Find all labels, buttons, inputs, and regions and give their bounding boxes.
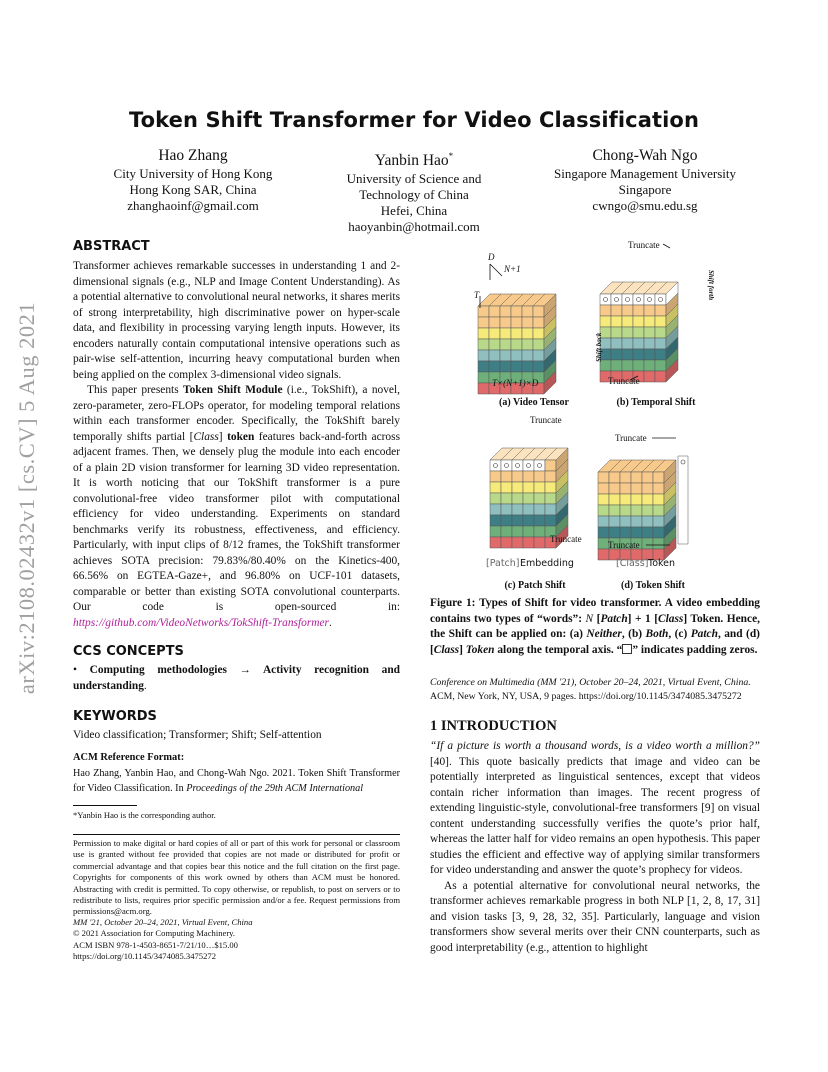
tensor-front-cell (478, 350, 489, 361)
tensor-front-cell (489, 306, 500, 317)
padding-zero-icon (494, 464, 498, 468)
tensor-front-cell (478, 328, 489, 339)
tensor-front-cell (478, 317, 489, 328)
tensor-front-cell (501, 482, 512, 493)
tensor-front-cell (500, 339, 511, 350)
tensor-front-cell (655, 316, 666, 327)
tensor-front-cell (620, 516, 631, 527)
tensor-front-cell (598, 527, 609, 538)
tensor-front-cell (609, 472, 620, 483)
fig-truncate-b-bottom: Truncate (608, 376, 640, 386)
author-affiliation: Singapore Management University (554, 166, 736, 181)
tensor-front-cell (655, 338, 666, 349)
figure-caption: Figure 1: Types of Shift for video transformer. A video embedding contains two types of “words”: N [Patch] + 1 [Class] Token. Hence, the Shift can be applied on: (a) Neither, (b) Both, (c) Patch, and (d) [Class] Token along the temporal axis. “ ” indicates padding zeros. (430, 597, 760, 656)
author-affiliation: City University of Hong Kong (113, 166, 273, 181)
tensor-front-cell (523, 471, 534, 482)
tensor-front-cell (653, 527, 664, 538)
figure-1 (430, 236, 760, 596)
intro-paragraph-2: As a potential alternative for convolutional neural networks, the transformer achieves remarkable progress in both NLP [1, 2, 8, 17, 31] and vision tasks [3, 9, 28, 32, 35]. Particularly, language and vision transformers show several merits over their CNN counterparts, such as good interpretability (e.g., attention to highlight (430, 879, 760, 954)
tensor-front-cell (523, 537, 534, 548)
tensor-front-cell (600, 316, 611, 327)
author-2 (314, 146, 514, 235)
intro-heading: 1 INTRODUCTION (430, 718, 557, 734)
author-email: haoyanbin@hotmail.com (348, 219, 480, 235)
tensor-front-cell (545, 515, 556, 526)
tensor-front-cell (609, 494, 620, 505)
author-affiliation: Technology of China (359, 187, 469, 203)
tensor-front-cell (644, 305, 655, 316)
tensor-front-cell (642, 527, 653, 538)
tensor-front-cell (611, 305, 622, 316)
fig-legend-embedding: Embedding (520, 558, 574, 569)
tensor-front-cell (523, 504, 534, 515)
subfig-a-label: (a) Video Tensor (498, 397, 569, 408)
tensor-front-cell (500, 306, 511, 317)
ccs-text: • Computing methodologies → Activity recognition and understanding. (73, 664, 400, 692)
tensor-front-cell (642, 494, 653, 505)
tensor-front-cell (545, 471, 556, 482)
fig-label-dims: T×(N+1)×D (492, 378, 539, 388)
tensor-front-cell (598, 516, 609, 527)
tensor-front-cell (644, 349, 655, 360)
tensor-front-cell (512, 493, 523, 504)
fig-label-t: T (474, 290, 480, 300)
tensor-front-cell (533, 328, 544, 339)
tensor-front-cell (598, 549, 609, 560)
tensor-front-cell (511, 328, 522, 339)
acm-ref-heading: ACM Reference Format: (73, 752, 185, 763)
tensor-front-cell (511, 306, 522, 317)
tensor-front-cell (609, 516, 620, 527)
tensor-front-cell (600, 305, 611, 316)
tensor-front-cell (622, 305, 633, 316)
tensor-front-cell (501, 526, 512, 537)
abstract-body (73, 259, 400, 631)
tensor-front-cell (653, 516, 664, 527)
padding-zero-icon (622, 644, 632, 654)
tensor-front-cell (653, 472, 664, 483)
tensor-front-cell (490, 515, 501, 526)
tensor-front-cell (500, 350, 511, 361)
tensor-front-cell (644, 338, 655, 349)
tensor-front-cell (631, 516, 642, 527)
tensor-front-cell (522, 317, 533, 328)
tensor-front-cell (631, 472, 642, 483)
author-affiliation: Singapore (618, 182, 672, 197)
fig-truncate-d-bottom: Truncate (608, 540, 640, 550)
tensor-front-cell (642, 516, 653, 527)
fig-truncate-c-right: Truncate (550, 534, 582, 544)
tensor-front-cell (501, 537, 512, 548)
tensor-front-cell (522, 306, 533, 317)
tensor-front-cell (622, 316, 633, 327)
tensor-front-cell (534, 504, 545, 515)
tensor-front-cell (620, 505, 631, 516)
tensor-front-cell (534, 515, 545, 526)
tensor-front-cell (533, 306, 544, 317)
abstract-paragraph-2: This paper presents Token Shift Module (i.e., TokShift), a novel, zero-parameter, zero-FLOPs operator, for modeling temporal relations within each transformer encoder. Specifically, the TokShift barely temporally shifts partial [Class] token features back-and-forth across adjacent frames. Then, we densely plug the module into each encoder of a plain 2D vision transformer for learning 3D video representation. It is worth noticing that our TokShift transformer is a pure convolutional-free video transformer pilot with computational efficiency for video understanding. Experiments on standard benchmarks verify its robustness, effectiveness, and efficiency. Particularly, with input clips of 8/12 frames, the TokShift transformer achieves SOTA precision: 79.83%/80.40% on the Kinetics-400, 66.56% on EGTEA-Gaze+, and 96.80% on UCF-101 datasets, comparable or better than existing SOTA convolutional counterparts. Our code is open-sourced in: https://github.com/VideoNetworks/TokShift-Transformer. (73, 384, 400, 629)
tensor-front-cell (489, 361, 500, 372)
tensor-front-cell (500, 361, 511, 372)
tensor-front-cell (512, 515, 523, 526)
tensor-front-cell (523, 515, 534, 526)
tensor-front-cell (653, 483, 664, 494)
tensor-front-cell (653, 538, 664, 549)
tensor-front-cell (598, 505, 609, 516)
tensor-front-cell (522, 350, 533, 361)
tensor-front-cell (655, 371, 666, 382)
tensor-front-cell (622, 327, 633, 338)
tensor-front-cell (511, 350, 522, 361)
tensor-front-cell (611, 316, 622, 327)
tensor-front-cell (489, 339, 500, 350)
padding-zero-icon (538, 464, 542, 468)
tensor-front-cell (512, 504, 523, 515)
padding-zero-icon (615, 298, 619, 302)
author-email: zhanghaoinf@gmail.com (127, 198, 259, 213)
tensor-front-cell (620, 472, 631, 483)
tensor-front-cell (511, 361, 522, 372)
tensor-front-cell (642, 483, 653, 494)
tensor-front-cell (501, 493, 512, 504)
tensor-front-cell (598, 494, 609, 505)
tensor-front-cell (501, 504, 512, 515)
tensor-front-cell (598, 483, 609, 494)
ccs-heading: CCS CONCEPTS (73, 644, 184, 659)
tensor-front-cell (644, 316, 655, 327)
tensor-front-cell (620, 494, 631, 505)
intro-body (430, 739, 760, 956)
subfig-b-label: (b) Temporal Shift (616, 397, 696, 408)
tensor-front-cell (522, 328, 533, 339)
tensor-front-cell (631, 483, 642, 494)
author-affiliation: Hefei, China (380, 203, 448, 219)
tensor-front-cell (522, 339, 533, 350)
tensor-front-cell (545, 493, 556, 504)
tensor-front-cell (633, 349, 644, 360)
tensor-front-cell (501, 515, 512, 526)
tensor-front-cell (655, 349, 666, 360)
tensor-front-cell (534, 471, 545, 482)
paper-title: Token Shift Transformer for Video Classification (128, 108, 699, 132)
padding-zero-icon (659, 298, 663, 302)
author-3 (530, 146, 760, 214)
author-affiliation: University of Science and (346, 171, 482, 187)
tensor-front-cell (642, 472, 653, 483)
tensor-front-cell (490, 526, 501, 537)
fig-label-n1: N+1 (504, 264, 521, 274)
tensor-front-cell (631, 494, 642, 505)
tensor-front-cell (622, 338, 633, 349)
tensor-front-cell (545, 460, 556, 471)
tensor-front-cell (655, 327, 666, 338)
tensor-front-cell (633, 327, 644, 338)
tensor-front-cell (633, 360, 644, 371)
fig-shift-back: Shift back (595, 332, 603, 362)
subfig-d-label: (d) Token Shift (621, 580, 685, 591)
fig-shift-forth: Shift forth (707, 270, 715, 301)
permission-details: MM '21, October 20–24, 2021, Virtual Event, China © 2021 Association for Computing Machinery. ACM ISBN 978-1-4503-8651-7/21/10…$15.00 https://doi.org/10.1145/3474085.3475272 (73, 917, 253, 962)
tensor-front-cell (633, 316, 644, 327)
conference-info: Conference on Multimedia (MM '21), October 20–24, 2021, Virtual Event, China. ACM, New York, NY, USA, 9 pages. https://doi.org/10.1145/3474085.3475272 (430, 677, 751, 702)
tensor-front-cell (655, 360, 666, 371)
tensor-front-cell (512, 482, 523, 493)
tensor-front-cell (611, 360, 622, 371)
tensor-front-cell (533, 317, 544, 328)
tensor-front-cell (653, 494, 664, 505)
tensor-front-cell (545, 482, 556, 493)
fig-truncate-c-top: Truncate (530, 415, 562, 425)
tensor-front-cell (478, 372, 489, 383)
tensor-front-cell (490, 504, 501, 515)
fig-truncate-b-top: Truncate (628, 240, 660, 250)
tensor-front-cell (611, 338, 622, 349)
tensor-front-cell (534, 493, 545, 504)
tensor-front-cell (534, 526, 545, 537)
tensor-front-cell (533, 339, 544, 350)
tensor-front-cell (611, 349, 622, 360)
fig-legend-token: Token (648, 558, 676, 569)
tensor-front-cell (490, 537, 501, 548)
tensor-front-cell (500, 317, 511, 328)
code-link[interactable]: https://github.com/VideoNetworks/TokShift-Transformer (73, 616, 329, 629)
tensor-front-cell (534, 482, 545, 493)
permission-notice: Permission to make digital or hard copies of all or part of this work for personal or classroom use is granted without fee provided that copies are not made or distributed for profit or commercial advantage and that copies bear this notice and the full citation on the first page. Copyrights for components of this work owned by others than ACM must be honored. Abstracting with credit is permitted. To copy otherwise, or republish, to post on servers or to redistribute to lists, requires prior specific permission and/or a fee. Request permissions from permissions@acm.org. (73, 838, 400, 917)
tensor-front-cell (533, 361, 544, 372)
tensor-front-cell (511, 317, 522, 328)
fig-truncate-d-top: Truncate (615, 433, 647, 443)
tensor-front-cell (523, 493, 534, 504)
tensor-front-cell (511, 339, 522, 350)
tensor-front-cell (512, 471, 523, 482)
tensor-front-cell (534, 537, 545, 548)
tensor-front-cell (622, 349, 633, 360)
tensor-front-cell (489, 328, 500, 339)
tensor-front-cell (533, 350, 544, 361)
tensor-front-cell (489, 317, 500, 328)
author-affiliation: Hong Kong SAR, China (129, 182, 257, 197)
padding-zero-icon (637, 298, 641, 302)
subfig-c-label: (c) Patch Shift (504, 580, 566, 591)
tensor-front-cell (489, 350, 500, 361)
author-name: Chong-Wah Ngo (592, 147, 698, 164)
tensor-front-cell (644, 327, 655, 338)
tensor-front-cell (478, 361, 489, 372)
tensor-front-cell (633, 338, 644, 349)
tensor-front-cell (620, 527, 631, 538)
abstract-heading: ABSTRACT (73, 239, 150, 254)
class-token-column (678, 456, 688, 544)
tensor-front-cell (598, 472, 609, 483)
tensor-front-cell (642, 538, 653, 549)
tensor-front-cell (478, 339, 489, 350)
tensor-front-cell (653, 505, 664, 516)
tensor-front-cell (644, 371, 655, 382)
tensor-front-cell (523, 526, 534, 537)
fig-legend-class: [Class] (616, 558, 649, 569)
fig-label-d: D (488, 252, 495, 262)
tensor-front-cell (512, 526, 523, 537)
tensor-front-cell (642, 505, 653, 516)
tensor-front-cell (609, 505, 620, 516)
padding-zero-icon (604, 298, 608, 302)
keywords-text: Video classification; Transformer; Shift; Self-attention (73, 729, 322, 741)
padding-zero-icon (505, 464, 509, 468)
tensor-front-cell (545, 504, 556, 515)
acm-ref-text: Hao Zhang, Yanbin Hao, and Chong-Wah Ngo. 2021. Token Shift Transformer for Video Classification. In Proceedings of the 29th ACM International (73, 768, 400, 794)
author-1 (88, 146, 298, 214)
tensor-front-cell (490, 471, 501, 482)
footnote-rule (73, 805, 137, 806)
tensor-front-cell (655, 305, 666, 316)
intro-paragraph-1: “If a picture is worth a thousand words, is a video worth a million?” [40]. This quote basically predicts that image and video can be potentially interpreted as linguistical sentences, except that videos contain richer information than images. The recent progress of extending linguistic-style, convolutional-free transformers [9] on visual content understanding successfully verifies the quote’s prior half, whereas the latter half for video remains an open hypothesis. This paper studies the efficient and effective way of applying similar transformers for video understanding and answer the quote’s prophecy for videos. (430, 740, 760, 876)
tensor-front-cell (512, 537, 523, 548)
tensor-front-cell (490, 482, 501, 493)
tensor-front-cell (490, 493, 501, 504)
padding-zero-icon (681, 460, 685, 464)
tensor-front-cell (631, 505, 642, 516)
tensor-front-cell (500, 328, 511, 339)
tensor-front-cell (620, 483, 631, 494)
author-name: Yanbin Hao (374, 152, 449, 170)
keywords-heading: KEYWORDS (73, 709, 157, 724)
abstract-paragraph-1: Transformer achieves remarkable successes in understanding 1 and 2-dimensional signals (e.g., NLP and Image Content Understanding). As a potential alternative to convolutional neural networks, it shares merits of strong interpretability, high discriminative power on hyper-scale data, and flexibility in processing varying length inputs. However, its encoders naturally contain computational intensive operations such as pair-wise self-attention, incurring heavy computational burden when being applied on the complex 3-dimensional video signals. (73, 260, 400, 381)
tensor-front-cell (633, 305, 644, 316)
tensor-front-cell (644, 360, 655, 371)
tensor-front-cell (609, 527, 620, 538)
footnote: *Yanbin Hao is the corresponding author. (73, 810, 216, 820)
permission-rule (73, 834, 400, 835)
padding-zero-icon (516, 464, 520, 468)
arxiv-stamp: arXiv:2108.02432v1 [cs.CV] 5 Aug 2021 (14, 301, 39, 695)
tensor-front-cell (523, 482, 534, 493)
tensor-front-cell (501, 471, 512, 482)
tensor-front-cell (622, 360, 633, 371)
tensor-front-cell (631, 527, 642, 538)
author-name: Hao Zhang (158, 147, 228, 164)
tensor-front-cell (522, 361, 533, 372)
padding-zero-icon (527, 464, 531, 468)
author-mark: * (448, 151, 454, 161)
author-email: cwngo@smu.edu.sg (592, 198, 698, 213)
tensor-front-cell (478, 383, 489, 394)
padding-zero-icon (648, 298, 652, 302)
tensor-front-cell (609, 483, 620, 494)
padding-zero-icon (626, 298, 630, 302)
fig-legend-patch: [Patch] (486, 558, 520, 569)
tensor-front-cell (611, 327, 622, 338)
